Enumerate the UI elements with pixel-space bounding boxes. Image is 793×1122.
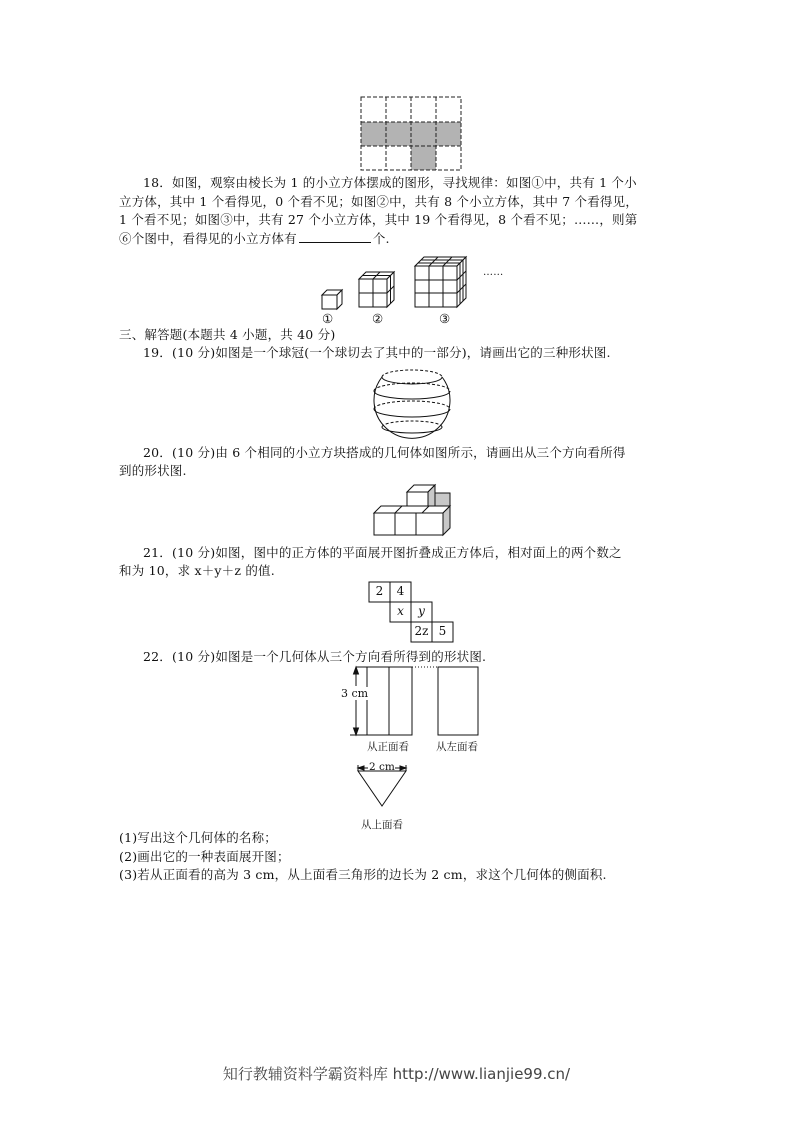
q18-line-1: 18．如图，观察由棱长为 1 的小立方体摆成的图形，寻找规律：如图①中，共有 1 个小 — [143, 175, 637, 190]
q22-sub-3: (3)若从正面看的高为 3 cm，从上面看三角形的边长为 2 cm，求这个几何体的侧面积. — [119, 867, 607, 882]
question-22: 22．(10 分)如图是一个几何体从三个方向看所得到的形状图. — [143, 649, 487, 664]
footer-watermark[interactable]: 知行教辅资料学霸资料库 http://www.lianjie99.cn/ — [222, 1065, 571, 1083]
spherical-cap-figure — [370, 363, 454, 443]
top-view-label: 从上面看 — [361, 819, 403, 831]
cube-net-figure — [368, 581, 458, 645]
q20-line-2: 到的形状图. — [119, 463, 187, 478]
q18-line-3: 1 个看不见；如图③中，共有 27 个小立方体，其中 19 个看得见，8 个看不见；……，则第 — [119, 212, 638, 227]
ellipsis: …… — [483, 267, 504, 278]
q22-sub-1: (1)写出这个几何体的名称； — [119, 830, 278, 845]
q18-line-4-end: 个. — [372, 231, 390, 246]
q18-line-2: 立方体，其中 1 个看得见，0 个看不见；如图②中，共有 8 个小立方体，其中 7 个看得见， — [119, 194, 639, 209]
figure-label-1: ① — [322, 311, 334, 326]
question-19: 19．(10 分)如图是一个球冠(一个球切去了其中的一部分)，请画出它的三种形状图. — [143, 345, 611, 360]
q18-line-4-text: ⑥个图中，看得见的小立方体有 — [119, 231, 297, 246]
three-views-figure — [336, 664, 496, 834]
grid-figure — [360, 96, 464, 176]
answer-blank[interactable] — [299, 229, 371, 243]
figure-label-3: ③ — [439, 311, 451, 326]
front-view-label: 从正面看 — [367, 741, 409, 753]
net-cell-x: x — [397, 604, 404, 618]
height-label: 3 cm — [341, 687, 369, 700]
section-title: 三、解答题(本题共 4 小题，共 40 分) — [119, 327, 336, 342]
q21-line-2: 和为 10，求 x＋y＋z 的值. — [119, 563, 275, 578]
net-cell-4: 4 — [396, 584, 405, 598]
block-structure-figure — [372, 480, 452, 546]
q22-sub-2: (2)画出它的一种表面展开图； — [119, 849, 290, 864]
q21-line-1: 21．(10 分)如图，图中的正方体的平面展开图折叠成正方体后，相对面上的两个数之 — [143, 545, 622, 560]
q20-line-1: 20．(10 分)由 6 个相同的小立方块搭成的几何体如图所示，请画出从三个方向看所得 — [143, 445, 626, 460]
net-cell-2z: 2z — [414, 624, 429, 638]
left-view-label: 从左面看 — [436, 741, 478, 753]
net-cell-2: 2 — [375, 584, 384, 598]
figure-label-2: ② — [372, 311, 384, 326]
width-label: 2 cm — [369, 761, 395, 773]
net-cell-y: y — [418, 604, 425, 618]
net-cell-5: 5 — [438, 624, 447, 638]
cubes-figure — [318, 246, 518, 330]
